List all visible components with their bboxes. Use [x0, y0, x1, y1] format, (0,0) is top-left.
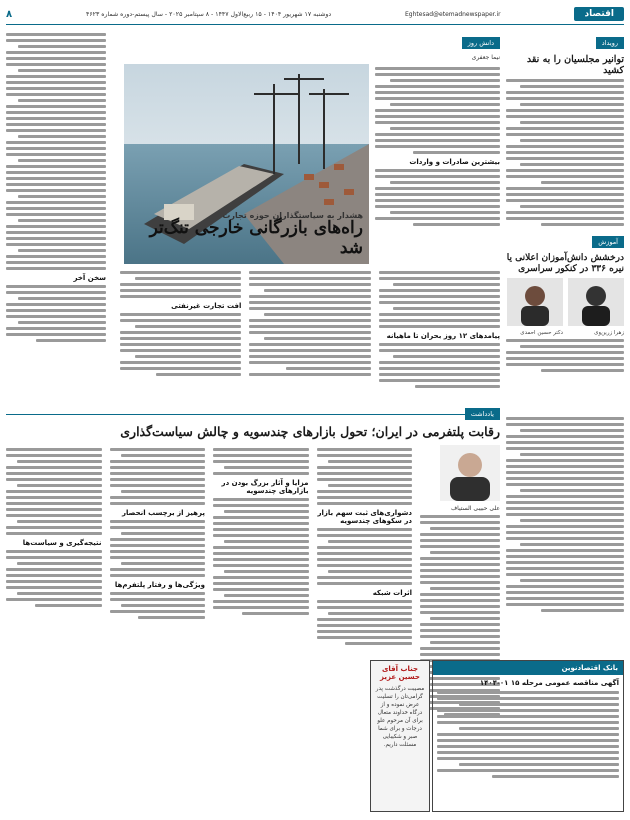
feature-sub-4: اثرات شبکه — [372, 589, 412, 597]
feature-sub-3: پرهیز از برچسب انحصار — [122, 509, 205, 517]
main-reporter: نیما جعفری — [471, 54, 500, 61]
feature-sub-5: ویژگی‌ها و رفتار پلتفرم‌ها — [114, 581, 205, 589]
photo-2-caption: دکتر حسین احمدی — [520, 330, 563, 336]
feature-author: علی حبیبی الستیاف — [450, 505, 500, 512]
right-photos — [506, 278, 624, 336]
author-photo — [440, 445, 500, 501]
right-column — [506, 30, 624, 410]
right-column-lower — [506, 414, 624, 654]
amozesh-label: آموزش — [592, 236, 624, 248]
feature-col-5 — [6, 445, 102, 719]
main-sub-2: پیامدهای ۱۲ روز بحران تا ماهیانه — [386, 332, 500, 340]
main-kicker: دانش روز — [462, 37, 500, 49]
feature-sub-2: مزایا و آثار بزرگ بودن در بازارهای چندسویه — [221, 479, 309, 495]
feature-col-4 — [110, 445, 206, 719]
right-body — [506, 79, 624, 226]
right-kicker: رویداد — [596, 37, 624, 49]
portrait-1-image — [568, 278, 624, 326]
main-sub-1: بیشترین صادرات و واردات — [409, 158, 500, 166]
section-badge: اقتصاد — [574, 7, 624, 21]
feature-tag: یادداشت — [465, 408, 500, 420]
main-sub-3: افت تجارت غیرنفتی — [171, 302, 242, 310]
right-headline-2: درخشش دانش‌آموزان اعلانی یا نیره ۳۳۶ در کنکور سراسری — [506, 253, 624, 274]
photo-1 — [567, 278, 624, 336]
condolence-ad — [370, 660, 430, 812]
feature-divider — [6, 414, 500, 415]
portrait-2-image — [507, 278, 563, 326]
email-address[interactable]: Eghtesad@etemadnewspaper.ir — [405, 10, 501, 18]
left-subhead: سخن آخر — [73, 274, 106, 282]
left-column — [6, 30, 106, 410]
right-body-2 — [506, 339, 624, 372]
condolence-title: جناب آقای حسین عزیز — [380, 665, 420, 681]
page-header — [6, 6, 624, 22]
main-story — [120, 30, 500, 410]
feature-headline: رقابت پلتفرمی در ایران؛ تحول بازارهای چندسویه و چالش سیاست‌گذاری — [120, 424, 500, 439]
right-headline: توانیر مجلسیان را به نقد کشید — [526, 54, 624, 76]
feature-col-3 — [213, 445, 309, 719]
bank-tender-ad — [432, 660, 624, 812]
main-lead-text — [375, 64, 500, 264]
tender-title: آگهی مناقصه عمومی مرحله ۱۵ ۰۱-۱۴۰۴ — [479, 679, 619, 687]
main-overline: هشدار به سیاستگذاران حوزه تجارت — [222, 211, 363, 220]
main-headline: راه‌های بازرگانی خارجی تنگ‌تر شد — [149, 218, 363, 258]
header-rule — [6, 24, 624, 25]
main-photo — [124, 64, 369, 264]
page-number: ۸ — [6, 8, 13, 20]
photo-2 — [506, 278, 563, 336]
feature-sub-1: دشواری‌های ثبت سهم بازار در سکوهای چندسویه — [317, 509, 412, 525]
feature-sub-6: نتیجه‌گیری و سیاست‌ها — [22, 539, 102, 547]
condolence-body: مصیبت درگذشت پدر گرامی‌تان را تسلیت عرض نموده و از درگاه خداوند متعال برای آن مرحوم علو درجات و برای شما صبر و شکیبایی مسئلت داریم. — [375, 686, 425, 748]
main-body — [120, 268, 500, 391]
photo-1-caption: زهرا زرین‌وی — [594, 330, 624, 336]
date-line: دوشنبه ۱۷ شهریور ۱۴۰۴ - ۱۵ ربیع‌الاول ۱۴۴۷ - ۸ سپتامبر ۲۰۲۵ - سال پیستم-دوره شماره ۴۶۲۳ — [86, 10, 332, 18]
bank-title: بانک اقتصادنوین — [433, 661, 623, 675]
